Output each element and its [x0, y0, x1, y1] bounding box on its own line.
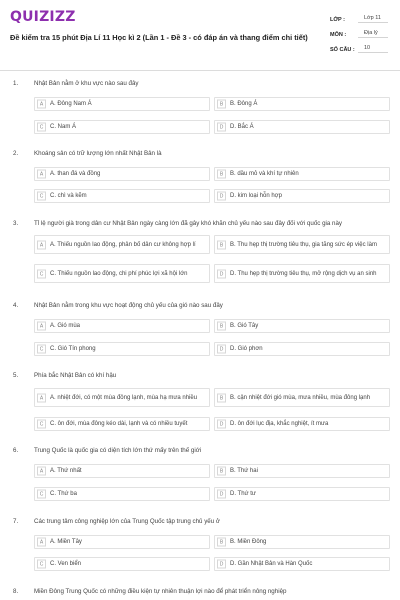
option-letter: C: [37, 345, 46, 354]
option-a[interactable]: [34, 167, 210, 181]
option-letter: D: [217, 345, 226, 354]
question-text: Nhật Bản nằm ở khu vực nào sau đây: [34, 80, 139, 87]
question-number: 6.: [13, 447, 19, 454]
option-letter: B: [217, 467, 226, 476]
option-letter: A: [37, 393, 46, 402]
question-number: 5.: [13, 372, 19, 379]
quizizz-logo[interactable]: QUIZIZZ: [10, 9, 76, 25]
question-text: Miền Đông Trung Quốc có những điều kiện tự nhiên thuận lợi nào để phát triển nông nghiệp: [34, 588, 287, 595]
option-text: D. Thứ tư: [230, 491, 256, 497]
option-a[interactable]: [34, 464, 210, 478]
option-a[interactable]: [34, 388, 210, 407]
option-letter: B: [217, 322, 226, 331]
option-letter: C: [37, 560, 46, 569]
option-letter: A: [37, 322, 46, 331]
option-letter: D: [217, 490, 226, 499]
option-letter: D: [217, 123, 226, 132]
option-c[interactable]: [34, 120, 210, 134]
option-b[interactable]: [214, 464, 390, 478]
question-number: 4.: [13, 302, 19, 309]
option-text: A. nhiệt đới, có một mùa đông lạnh, mùa hạ mưa nhiều: [50, 394, 198, 401]
option-letter: C: [37, 192, 46, 201]
option-text: B. Thu hẹp thị trường tiêu thụ, gia tăng sức ép việc làm: [230, 241, 377, 248]
option-text: A. Đông Nam Á: [50, 101, 92, 107]
option-text: D. Gió phơn: [230, 346, 263, 352]
question-number: 2.: [13, 150, 19, 157]
option-c[interactable]: [34, 264, 210, 283]
option-text: A. Gió mùa: [50, 323, 81, 329]
option-text: C. Thứ ba: [50, 491, 77, 497]
option-text: B. Gió Tây: [230, 323, 259, 329]
option-text: A. Miền Tây: [50, 539, 82, 545]
option-text: C. Thiếu nguồn lao động, chi phí phúc lợi xã hội lớn: [50, 270, 188, 277]
option-letter: D: [217, 560, 226, 569]
option-c[interactable]: [34, 342, 210, 356]
option-text: B. Thứ hai: [230, 468, 258, 474]
option-b[interactable]: [214, 167, 390, 181]
option-text: B. Đông Á: [230, 101, 258, 107]
option-c[interactable]: [34, 417, 210, 431]
question-text: Các trung tâm công nghiệp lớn của Trung Quốc tập trung chủ yếu ở: [34, 518, 220, 525]
option-text: D. Bắc Á: [230, 124, 254, 130]
option-d[interactable]: [214, 557, 390, 571]
option-d[interactable]: [214, 417, 390, 431]
question-text: Nhật Bản nằm trong khu vực hoạt động chủ yếu của gió nào sau đây: [34, 302, 223, 309]
question-number: 7.: [13, 518, 19, 525]
option-text: B. cận nhiệt đới gió mùa, mưa nhiều, mùa đông lạnh: [230, 394, 371, 401]
header: [0, 0, 400, 68]
question-number: 8.: [13, 588, 19, 595]
option-letter: B: [217, 393, 226, 402]
question-count-label: SỐ CÂU :: [330, 47, 355, 53]
option-text: C. Nam Á: [50, 124, 77, 130]
option-b[interactable]: [214, 97, 390, 111]
option-d[interactable]: [214, 120, 390, 134]
question-text: Tỉ lệ người già trong dân cư Nhật Bản ngày càng lớn đã gây khó khăn chủ yếu nào sau đây đối với quốc gia này: [34, 220, 343, 227]
question-text: Trung Quốc là quốc gia có diện tích lớn thứ mấy trên thế giới: [34, 447, 202, 454]
header-divider: [0, 70, 400, 71]
option-c[interactable]: [34, 487, 210, 501]
option-letter: B: [217, 170, 226, 179]
option-letter: C: [37, 123, 46, 132]
option-letter: D: [217, 192, 226, 201]
question-text: Khoáng sản có trữ lượng lớn nhất Nhật Bản là: [34, 150, 162, 157]
option-b[interactable]: [214, 388, 390, 407]
option-text: D. Thu hẹp thị trường tiêu thụ, mở rộng dịch vụ an sinh: [230, 270, 377, 277]
option-text: D. ôn đới lục địa, khắc nghiệt, ít mưa: [230, 421, 329, 427]
class-label: LỚP :: [330, 17, 345, 23]
option-d[interactable]: [214, 189, 390, 203]
question-number: 1.: [13, 80, 19, 87]
option-letter: C: [37, 269, 46, 278]
option-text: C. Ven biển: [50, 561, 82, 567]
subject-label: MÔN :: [330, 32, 347, 38]
option-text: A. Thứ nhất: [50, 468, 82, 474]
class-value: Lớp 11: [358, 15, 388, 23]
option-text: B. Miền Đông: [230, 539, 267, 545]
option-letter: A: [37, 240, 46, 249]
option-b[interactable]: [214, 319, 390, 333]
option-letter: A: [37, 538, 46, 547]
option-d[interactable]: [214, 487, 390, 501]
option-letter: C: [37, 420, 46, 429]
option-text: D. Gần Nhật Bản và Hàn Quốc: [230, 561, 313, 567]
option-text: A. than đá và đồng: [50, 171, 101, 177]
option-d[interactable]: [214, 264, 390, 283]
option-text: C. chì và kẽm: [50, 193, 87, 199]
option-a[interactable]: [34, 97, 210, 111]
option-letter: B: [217, 538, 226, 547]
option-b[interactable]: [214, 535, 390, 549]
option-c[interactable]: [34, 557, 210, 571]
option-text: D. kim loại hỗn hợp: [230, 193, 282, 199]
question-count-value: 10: [358, 45, 388, 53]
option-d[interactable]: [214, 342, 390, 356]
option-letter: A: [37, 170, 46, 179]
option-a[interactable]: [34, 235, 210, 254]
subject-value: Địa lý: [358, 30, 388, 38]
question-text: Phía bắc Nhật Bản có khí hậu: [34, 372, 117, 379]
option-letter: C: [37, 490, 46, 499]
option-a[interactable]: [34, 535, 210, 549]
page-title: Đề kiểm tra 15 phút Địa Lí 11 Học kì 2 (Lần 1 - Đề 3 - có đáp án và thang điểm chi tiết): [10, 33, 308, 42]
option-letter: A: [37, 467, 46, 476]
option-letter: A: [37, 100, 46, 109]
option-text: B. dầu mỏ và khí tự nhiên: [230, 171, 299, 177]
option-text: C. Gió Tín phong: [50, 346, 96, 352]
option-letter: D: [217, 420, 226, 429]
option-letter: B: [217, 240, 226, 249]
option-a[interactable]: [34, 319, 210, 333]
option-b[interactable]: [214, 235, 390, 254]
option-c[interactable]: [34, 189, 210, 203]
question-number: 3.: [13, 220, 19, 227]
option-text: A. Thiếu nguồn lao động, phân bố dân cư không hợp lí: [50, 241, 196, 248]
option-letter: B: [217, 100, 226, 109]
option-text: C. ôn đới, mùa đông kéo dài, lạnh và có nhiều tuyết: [50, 421, 188, 427]
option-letter: D: [217, 269, 226, 278]
